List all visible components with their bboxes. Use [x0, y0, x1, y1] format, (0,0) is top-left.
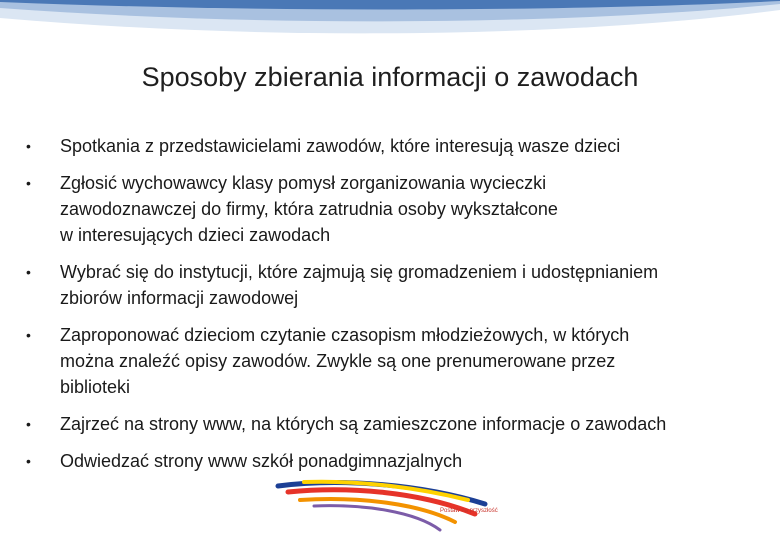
bullet-item: [20, 170, 765, 248]
slide-title: Sposoby zbierania informacji o zawodach: [141, 62, 639, 92]
bullet-item: [20, 133, 765, 159]
bullet-text: w interesujących dzieci zawodach: [60, 225, 331, 245]
bullet-marker: •: [26, 416, 31, 432]
bullet-item: [20, 322, 765, 400]
bullet-text: zbiorów informacji zawodowej: [60, 288, 299, 308]
bullet-list: [20, 133, 765, 485]
bullet-text: Wybrać się do instytucji, które zajmują się gromadzeniem i udostępnianiem: [60, 262, 659, 282]
bullet-marker: •: [26, 327, 31, 343]
bullet-text: biblioteki: [60, 377, 131, 397]
bullet-marker: •: [26, 138, 31, 154]
bullet-text: można znaleźć opisy zawodów. Zwykle są one prenumerowane przez: [60, 351, 616, 371]
logo-slogan: Postaw na przyszłość: [440, 508, 498, 514]
bullet-marker: •: [26, 175, 31, 191]
bullet-text: Zajrzeć na strony www, na których są zamieszczone informacje o zawodach: [60, 414, 667, 434]
bullet-item: [20, 448, 765, 474]
bullet-text: Zaproponować dzieciom czytanie czasopism młodzieżowych, w których: [60, 325, 630, 345]
postaw-logo: [270, 474, 570, 540]
bullet-text: Odwiedzać strony www szkół ponadgimnazjalnych: [60, 451, 463, 471]
bullet-text: Zgłosić wychowawcy klasy pomysł zorganizowania wycieczki: [60, 173, 547, 193]
bullet-text: zawodoznawczej do firmy, która zatrudnia osoby wykształcone: [60, 199, 558, 219]
bullet-text: Spotkania z przedstawicielami zawodów, które interesują wasze dzieci: [60, 136, 621, 156]
bullet-item: [20, 259, 765, 311]
bullet-item: [20, 411, 765, 437]
top-decorative-band: [0, 0, 780, 42]
bullet-marker: •: [26, 264, 31, 280]
bullet-marker: •: [26, 453, 31, 469]
